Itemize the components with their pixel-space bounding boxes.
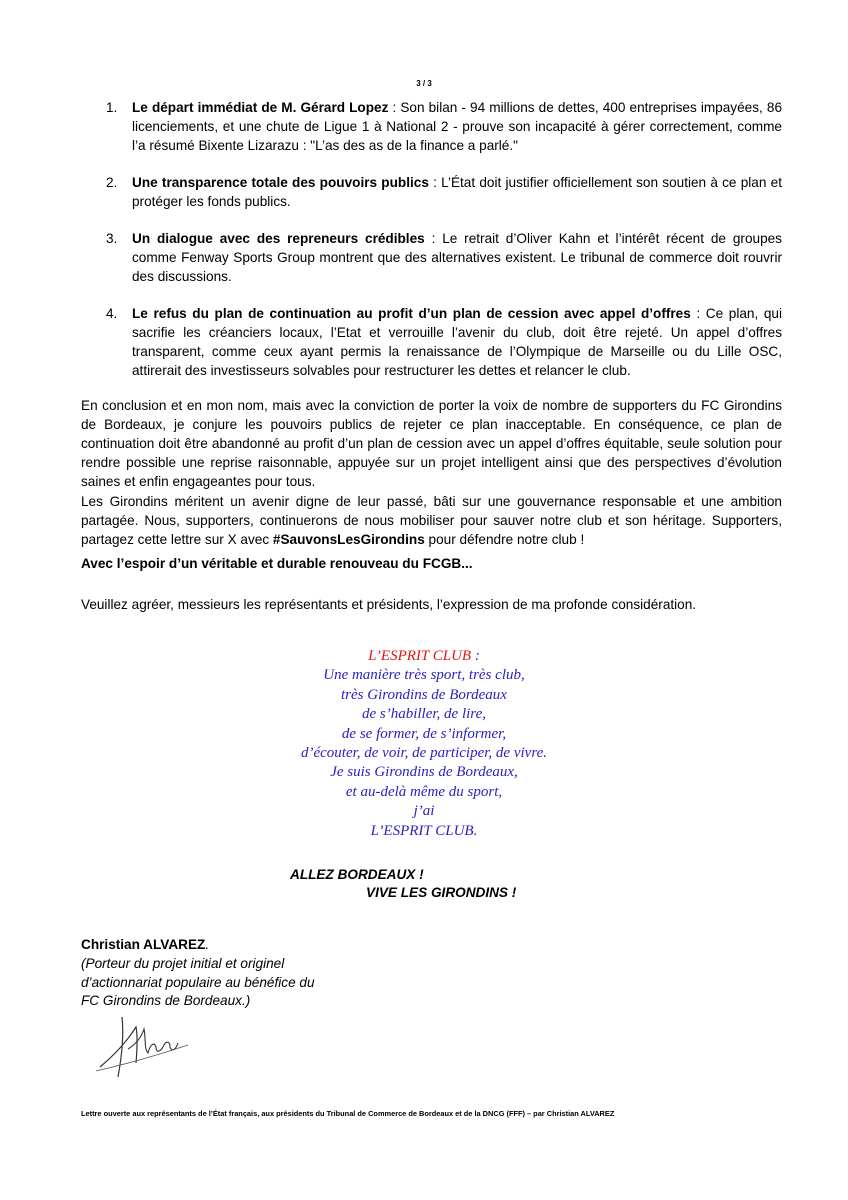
list-item-text: : Le retrait d’Oliver Kahn et l’intérêt récent de groupes comme Fenway Sports Group montrent que des alternatives existent. Le tribunal de commerce doit rouvrir des discussions. xyxy=(132,231,782,284)
list-item xyxy=(106,173,782,211)
list-item-text: : Ce plan, qui sacrifie les créanciers locaux, l’Etat et verrouille l’avenir du club, doit être rejeté. Un appel d’offres transparent, comme ceux ayant permis la renaissance de l’Olympique de Marseille ou du Lille OSC, attirerait des investisseurs solvables pour restructurer les dettes et relancer le club. xyxy=(132,306,782,378)
demands-list xyxy=(106,98,782,398)
signatory-name xyxy=(81,937,209,952)
appeal-paragraph xyxy=(81,492,782,549)
poem-title: L’ESPRIT CLUB xyxy=(368,648,472,664)
list-item-text: : L’État doit justifier officiellement son soutien à ce plan et protéger les fonds publics. xyxy=(132,175,782,209)
list-item-text: : Son bilan - 94 millions de dettes, 400 entreprises impayées, 86 licenciements, et une chute de Ligue 1 à National 2 - prouve son incapacité à gérer correctement, comme l’a résumé Bixente Lizarazu : "L’as des as de la finance a parlé." xyxy=(132,100,782,153)
signatory-description-line: (Porteur du projet initial et originel xyxy=(81,956,285,971)
list-item xyxy=(106,304,782,380)
esprit-club-poem xyxy=(0,647,848,841)
list-number: 3. xyxy=(106,231,118,246)
list-item-title: Le refus du plan de continuation au profit d’un plan de cession avec appel d’offres xyxy=(132,306,691,321)
cheer-line-1: ALLEZ BORDEAUX ! xyxy=(290,867,424,882)
signatory-description-line: d’actionnariat populaire au bénéfice du xyxy=(81,974,315,990)
hope-line: Avec l’espoir d’un véritable et durable renouveau du FCGB... xyxy=(81,556,473,571)
signatory-description-line: FC Girondins de Bordeaux.) xyxy=(81,993,251,1008)
poem-line: L’ESPRIT CLUB. xyxy=(370,822,478,839)
appeal-text: Les Girondins méritent un avenir digne de leur passé, bâti sur une gouvernance responsable et une ambition partagée. Nous, supporters, continuerons de nous mobiliser pour sauver notre club et son héritage. Supporters, partagez cette lettre sur X avec xyxy=(81,494,782,547)
poem-line: très Girondins de Bordeaux xyxy=(341,686,507,703)
conclusion-paragraph: En conclusion et en mon nom, mais avec la conviction de porter la voix de nombre de supporters du FC Girondins de Bordeaux, je conjure les pouvoirs publics de rejeter ce plan inacceptable. En conséquence, ce plan de continuation doit être abandonné au profit d’un plan de cession avec un appel d’offres équitable, seule solution pour rendre possible une reprise raisonnable, appuyée sur un projet intelligent ainsi que des perspectives d’évolution saines et enfin engageantes pour tous. xyxy=(81,398,782,489)
list-item xyxy=(106,98,782,155)
list-item-title: Une transparence totale des pouvoirs publics xyxy=(132,175,429,190)
signature-stroke xyxy=(128,1029,178,1053)
poem-title-colon: : xyxy=(471,648,480,664)
poem-line: et au-delà même du sport, xyxy=(345,783,503,800)
list-number: 2. xyxy=(106,175,118,190)
hashtag: #SauvonsLesGirondins xyxy=(272,532,425,547)
list-item xyxy=(106,229,782,286)
list-number: 1. xyxy=(106,100,118,115)
poem-title-line xyxy=(0,647,848,666)
appeal-text-end: pour défendre notre club ! xyxy=(424,532,585,547)
list-item-title: Le départ immédiat de M. Gérard Lopez xyxy=(132,100,389,115)
poem-line: de s’habiller, de lire, xyxy=(361,706,486,723)
poem-line: d’écouter, de voir, de participer, de vivre. xyxy=(300,745,548,762)
poem-line: de se former, de s’informer, xyxy=(341,725,507,742)
closing-formula: Veuillez agréer, messieurs les représentants et présidents, l’expression de ma profonde considération. xyxy=(81,597,697,612)
poem-line: Une manière très sport, très club, xyxy=(323,667,525,684)
poem-line: j’ai xyxy=(413,803,435,820)
footer-note: Lettre ouverte aux représentants de l’État français, aux présidents du Tribunal de Commerce de Bordeaux et de la DNCG (FFF) – par Christian ALVAREZ xyxy=(81,1109,615,1118)
poem-line: Je suis Girondins de Bordeaux, xyxy=(330,764,518,781)
handwritten-signature xyxy=(92,1005,192,1085)
list-number: 4. xyxy=(106,306,118,321)
cheer-line-2: VIVE LES GIRONDINS ! xyxy=(366,885,517,900)
signatory-name-period: . xyxy=(205,937,210,952)
signatory-name-text: Christian ALVAREZ xyxy=(81,937,206,952)
signatory-description xyxy=(81,955,315,1011)
page-number: 3 / 3 xyxy=(416,79,432,88)
list-item-title: Un dialogue avec des repreneurs crédibles xyxy=(132,231,425,246)
